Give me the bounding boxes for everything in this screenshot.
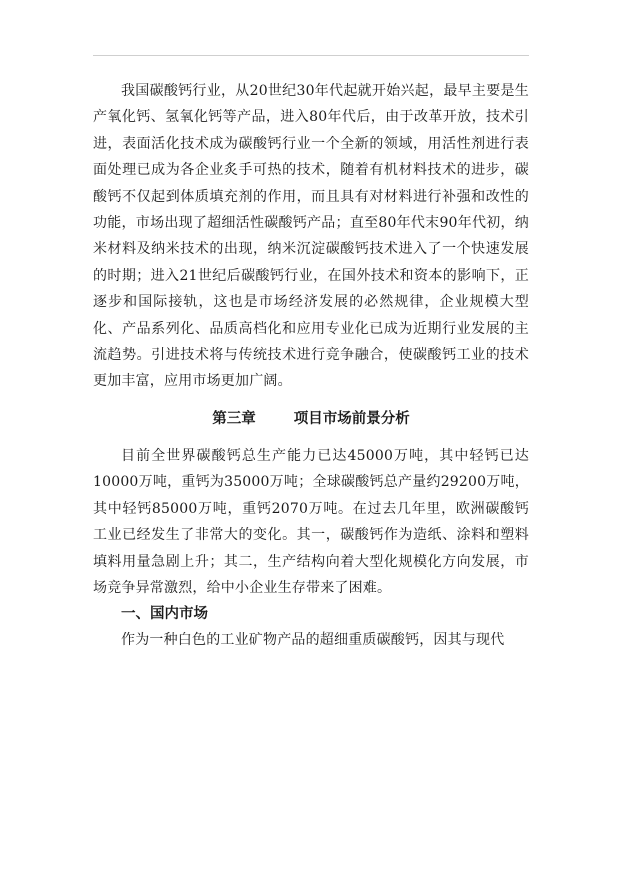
chapter-heading <box>93 406 529 432</box>
chapter-number: 第三章 <box>212 409 256 427</box>
header-rule <box>93 55 529 56</box>
chapter-title: 项目市场前景分析 <box>293 409 410 427</box>
paragraph-history: 我国碳酸钙行业，从20世纪30年代起就开始兴起，最早主要是生产氧化钙、氢氧化钙等产品，进入80年代后，由于改革开放，技术引进，表面活化技术成为碳酸钙行业一个全新的领域，用活性剂进行表面处理已成为各企业炙手可热的技术，随着有机材料技术的进步，碳酸钙不仅起到体质填充剂的作用，而且具有对材料进行补强和改性的功能，市场出现了超细活性碳酸钙产品；直至80年代末90年代初，纳米材料及纳米技术的出现，纳米沉淀碳酸钙技术进入了一个快速发展的时期；进入21世纪后碳酸钙行业，在国外技术和资本的影响下，正逐步和国际接轨，这也是市场经济发展的必然规律，企业规模大型化、产品系列化、品质高档化和应用专业化已成为近期行业发展的主流趋势。引进技术将与传统技术进行竞争融合，使碳酸钙工业的技术更加丰富，应用市场更加广阔。 <box>93 83 529 390</box>
paragraph-domestic-intro: 作为一种白色的工业矿物产品的超细重质碳酸钙，因其与现代 <box>121 632 505 649</box>
section-heading-domestic: 一、国内市场 <box>121 605 208 623</box>
paragraph-world-market: 目前全世界碳酸钙总生产能力已达45000万吨，其中轻钙已达10000万吨，重钙为35000万吨；全球碳酸钙总产量约29200万吨，其中轻钙85000万吨，重钙2070万吨。在过去几年里，欧洲碳酸钙工业已经发生了非常大的变化。其一，碳酸钙作为造纸、涂料和塑料填料用量急剧上升；其二，生产结构向着大型化规模化方向发展，市场竞争异常激烈，给中小企业生存带来了困难。 <box>93 447 529 596</box>
document-body <box>93 78 529 654</box>
